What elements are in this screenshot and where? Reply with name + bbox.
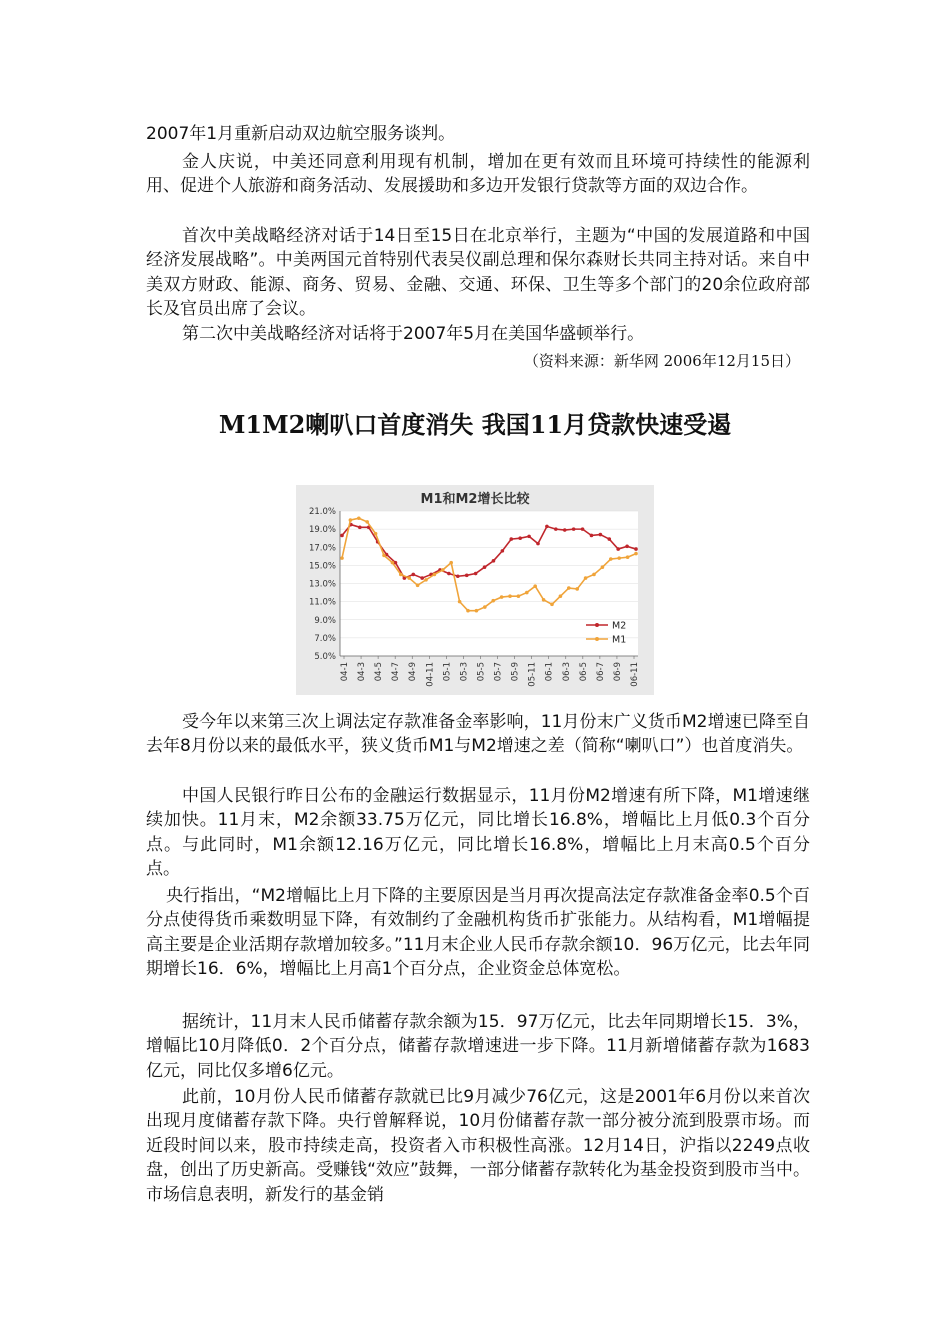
data-point-m2 xyxy=(509,537,513,541)
data-point-m2 xyxy=(625,545,629,549)
data-point-m1 xyxy=(466,609,470,613)
data-point-m1 xyxy=(382,554,386,558)
data-point-m2 xyxy=(340,534,344,538)
data-point-m2 xyxy=(572,527,576,531)
data-point-m1 xyxy=(399,573,403,577)
x-tick-label: 04-7 xyxy=(391,662,402,682)
data-point-m1 xyxy=(609,557,613,561)
data-point-m1 xyxy=(475,609,479,613)
x-tick-label: 05-7 xyxy=(493,662,504,682)
data-point-m1 xyxy=(525,591,529,595)
data-point-m2 xyxy=(616,547,620,551)
y-tick-label: 11.0% xyxy=(308,597,336,608)
x-tick-label: 04-9 xyxy=(408,662,419,682)
data-point-m2 xyxy=(581,527,585,531)
y-tick-label: 7.0% xyxy=(314,633,336,644)
article-paragraph-1: 受今年以来第三次上调法定存款准备金率影响，11月份末广义货币M2增速已降至自去年8月份以来的最低水平，狭义货币M1与M2增速之差（简称“喇叭口”）也首度消失。 xyxy=(146,712,810,757)
x-tick-label: 06-1 xyxy=(544,662,555,682)
data-point-m2 xyxy=(634,547,638,551)
data-point-m1 xyxy=(517,594,521,598)
data-point-m2 xyxy=(420,576,424,580)
data-point-m1 xyxy=(349,518,353,522)
x-axis xyxy=(340,656,640,687)
data-point-m2 xyxy=(545,525,549,529)
y-tick-label: 17.0% xyxy=(308,543,336,554)
article-paragraph-4: 据统计，11月末人民币储蓄存款余额为15．97万亿元，比去年同期增长15．3%，增幅比10月降低0．2个百分点，储蓄存款增速进一步下降。11月新增储蓄存款为1683亿元，同比仅多增6亿元。 xyxy=(146,1012,810,1081)
article-paragraph-2: 中国人民银行昨日公布的金融运行数据显示，11月份M2增速有所下降，M1增速继续加快。11月末，M2余额33.75万亿元，同比增长16.8%，增幅比上月低0.3个百分点。与此同时，M1余额12.16万亿元，同比增长16.8%，增幅比上月末高0.5个百分点。 xyxy=(146,786,810,880)
x-tick-label: 06-5 xyxy=(578,662,589,682)
data-point-m1 xyxy=(458,600,462,604)
legend-label-m2: M2 xyxy=(612,620,627,632)
data-point-m1 xyxy=(634,552,638,556)
data-point-m2 xyxy=(456,574,460,578)
y-tick-label: 5.0% xyxy=(314,652,336,662)
x-tick-label: 04-3 xyxy=(357,662,368,682)
y-tick-label: 21.0% xyxy=(308,507,336,517)
data-point-m1 xyxy=(483,605,487,609)
legend-marker-m1 xyxy=(595,637,599,641)
x-tick-label: 05-3 xyxy=(459,662,470,682)
data-point-m2 xyxy=(465,574,469,578)
data-point-m2 xyxy=(599,533,603,537)
data-point-m1 xyxy=(542,598,546,602)
x-tick-label: 04-1 xyxy=(340,662,350,682)
data-point-m1 xyxy=(592,573,596,577)
data-point-m1 xyxy=(575,587,579,591)
data-point-m1 xyxy=(601,565,605,569)
data-point-m1 xyxy=(449,561,453,565)
data-point-m1 xyxy=(584,576,588,580)
data-point-m2 xyxy=(447,572,451,576)
data-point-m1 xyxy=(424,578,428,582)
intro-paragraph-1: 2007年1月重新启动双边航空服务谈判。 xyxy=(146,124,456,144)
data-point-m2 xyxy=(607,537,611,541)
data-point-m2 xyxy=(590,534,594,538)
data-point-m2 xyxy=(501,549,505,553)
legend-marker-m2 xyxy=(595,623,599,627)
data-point-m2 xyxy=(483,565,487,569)
x-tick-label: 06-11 xyxy=(630,662,640,687)
data-point-m1 xyxy=(626,555,630,559)
data-point-m1 xyxy=(365,520,369,524)
data-point-m1 xyxy=(391,561,395,565)
x-tick-label: 06-7 xyxy=(595,662,606,682)
data-point-m1 xyxy=(508,594,512,598)
y-tick-label: 19.0% xyxy=(308,525,336,536)
data-point-m1 xyxy=(441,568,445,572)
x-tick-label: 05-1 xyxy=(442,662,453,682)
data-point-m1 xyxy=(559,594,563,598)
data-point-m2 xyxy=(474,572,478,576)
data-point-m2 xyxy=(536,542,540,546)
data-point-m1 xyxy=(533,584,537,588)
source-note: （资料来源：新华网 2006年12月15日） xyxy=(523,352,800,370)
x-tick-label: 05-9 xyxy=(510,662,521,682)
data-point-m1 xyxy=(550,603,554,607)
x-tick-label: 05-11 xyxy=(527,662,538,687)
data-point-m1 xyxy=(340,556,344,560)
chart-svg xyxy=(296,485,654,695)
article-paragraph-3: 央行指出，“M2增幅比上月下降的主要原因是当月再次提高法定存款准备金率0.5个百分点使得货币乘数明显下降，有效制约了金融机构货币扩张能力。从结构看，M1增幅提高主要是企业活期存款增加较多。”11月末企业人民币存款余额10．96万亿元，比去年同期增长16．6%，增幅比上月高1个百分点，企业资金总体宽松。 xyxy=(146,886,810,980)
chart-title: M1和M2增长比较 xyxy=(420,492,530,507)
data-point-m1 xyxy=(567,586,571,590)
article-paragraph-5: 此前，10月份人民币储蓄存款就已比9月减少76亿元，这是2001年6月份以来首次出现月度储蓄存款下降。央行曾解释说，10月份储蓄存款一部分被分流到股票市场。而近段时间以来，股市持续走高，投资者入市积极性高涨。12月14日，沪指以2249点收盘，创出了历史新高。受赚钱“效应”鼓舞，一部分储蓄存款转化为基金投资到股市当中。市场信息表明，新发行的基金销 xyxy=(146,1087,810,1205)
x-tick-label: 05-5 xyxy=(476,662,487,682)
data-point-m2 xyxy=(527,535,531,539)
intro-paragraph-2: 金人庆说，中美还同意利用现有机制，增加在更有效而且环境可持续性的能源利用、促进个人旅游和商务活动、发展援助和多边开发银行贷款等方面的双边合作。 xyxy=(146,152,810,197)
x-tick-label: 06-9 xyxy=(612,662,623,682)
data-point-m2 xyxy=(358,526,362,530)
y-tick-label: 15.0% xyxy=(308,561,336,572)
data-point-m2 xyxy=(518,536,522,540)
data-point-m1 xyxy=(407,576,411,580)
data-point-m1 xyxy=(416,584,420,588)
intro-paragraph-4: 第二次中美战略经济对话将于2007年5月在美国华盛顿举行。 xyxy=(182,324,645,344)
data-point-m2 xyxy=(492,559,496,563)
data-point-m1 xyxy=(491,599,495,603)
x-tick-label: 04-11 xyxy=(425,662,436,687)
y-tick-label: 9.0% xyxy=(314,615,336,626)
data-point-m1 xyxy=(500,595,504,599)
data-point-m1 xyxy=(357,516,361,520)
m1-m2-chart xyxy=(296,485,654,695)
data-point-m1 xyxy=(617,556,621,560)
legend-label-m1: M1 xyxy=(612,634,627,646)
data-point-m2 xyxy=(411,573,415,577)
data-point-m1 xyxy=(374,532,378,536)
x-tick-label: 06-3 xyxy=(561,662,572,682)
data-point-m2 xyxy=(554,527,558,531)
y-tick-label: 13.0% xyxy=(308,579,336,590)
x-tick-label: 04-5 xyxy=(374,662,385,682)
article-title: M1M2喇叭口首度消失 我国11月贷款快速受遏 xyxy=(218,410,732,439)
data-point-m1 xyxy=(433,573,437,577)
data-point-m2 xyxy=(563,528,567,532)
intro-paragraph-3: 首次中美战略经济对话于14日至15日在北京举行，主题为“中国的发展道路和中国经济发展战略”。中美两国元首特别代表吴仪副总理和保尔森财长共同主持对话。来自中美双方财政、能源、商务、贸易、金融、交通、环保、卫生等多个部门的20余位政府部长及官员出席了会议。 xyxy=(146,226,810,320)
